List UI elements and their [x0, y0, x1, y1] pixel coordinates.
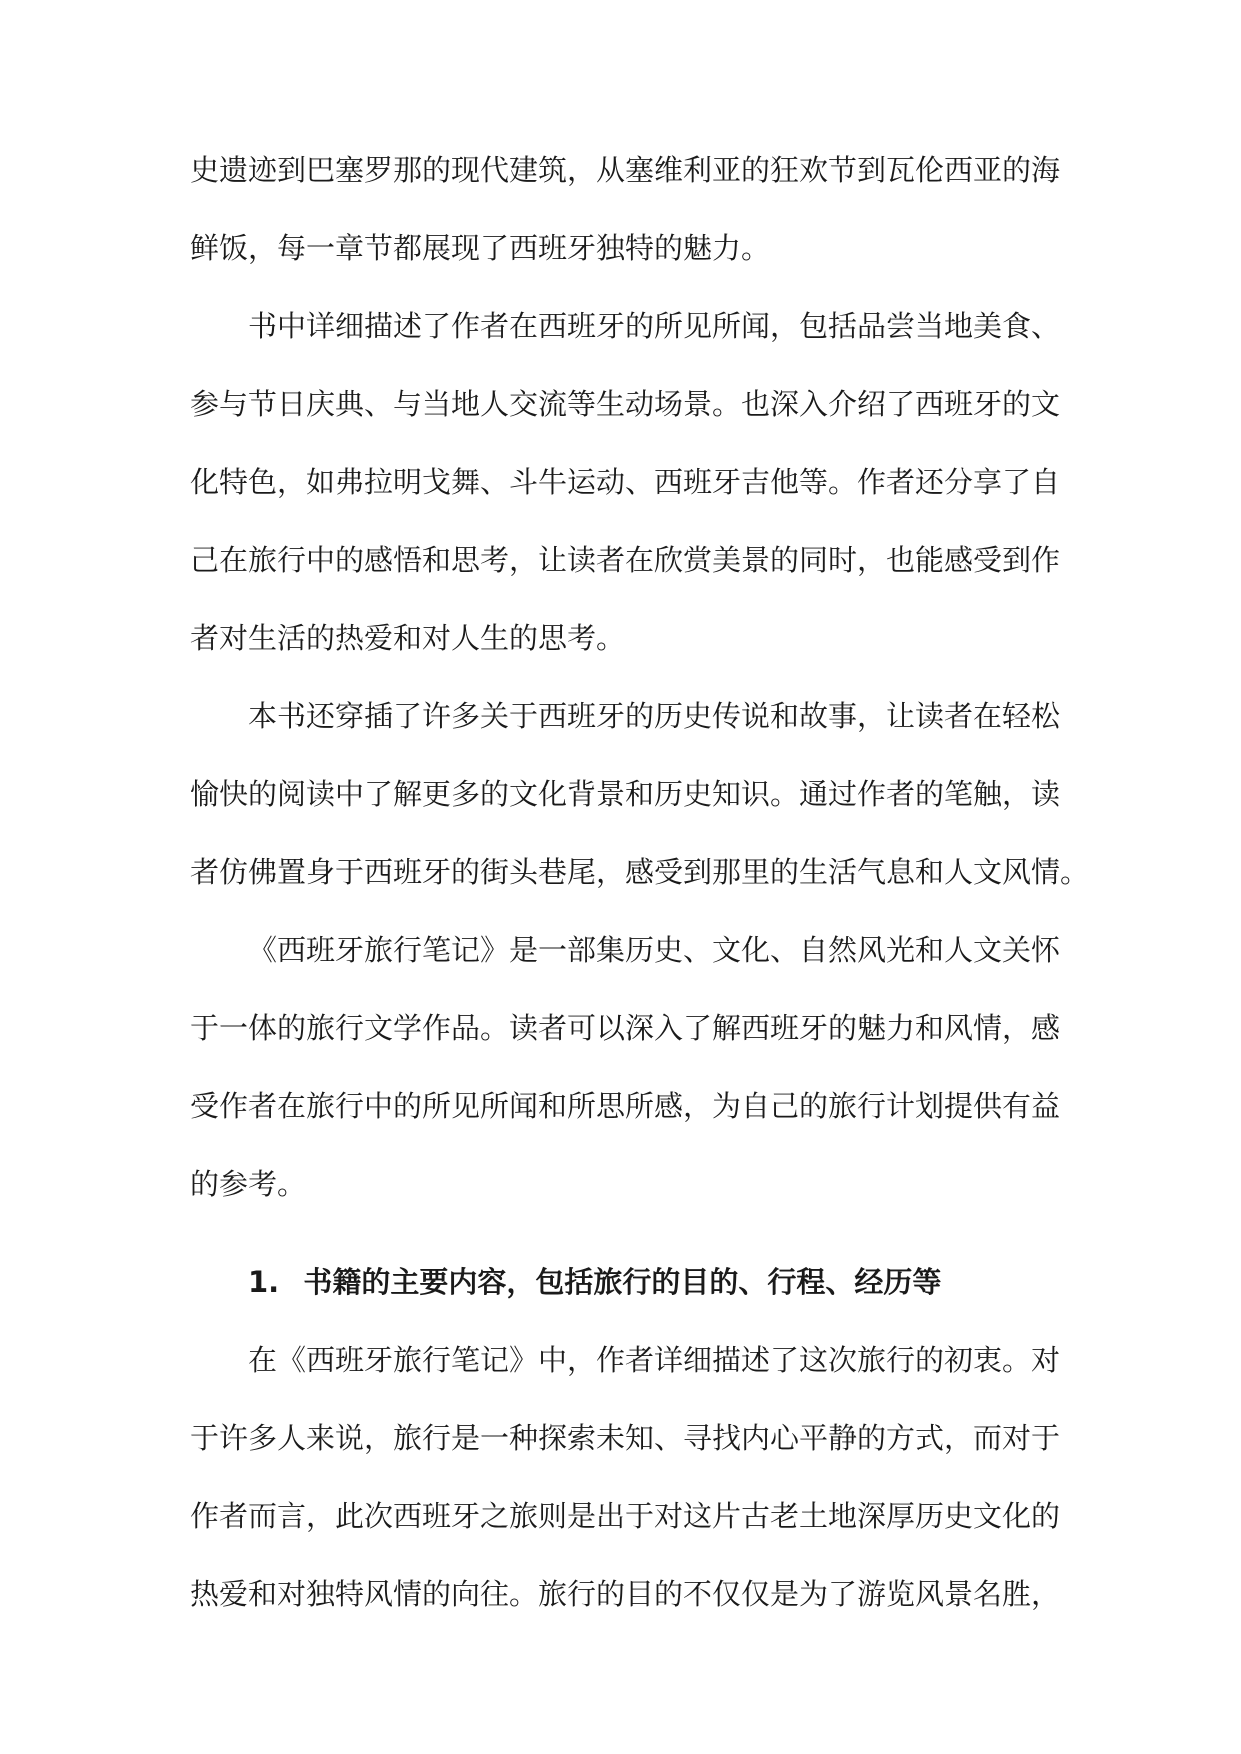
paragraph-3-line-2: 愉快的阅读中了解更多的文化背景和历史知识。通过作者的笔触，读: [190, 777, 1061, 811]
paragraph-4-line-3: 受作者在旅行中的所见所闻和所思所感，为自己的旅行计划提供有益: [190, 1089, 1061, 1123]
paragraph-1-line-1: 史遗迹到巴塞罗那的现代建筑，从塞维利亚的狂欢节到瓦伦西亚的海: [190, 153, 1061, 187]
section-heading: [248, 1262, 941, 1302]
paragraph-2-line-3: 化特色，如弗拉明戈舞、斗牛运动、西班牙吉他等。作者还分享了自: [190, 465, 1061, 499]
paragraph-2-line-5: 者对生活的热爱和对人生的思考。: [190, 621, 626, 655]
section-paragraph-line-4: 热爱和对独特风情的向往。旅行的目的不仅仅是为了游览风景名胜，: [190, 1577, 1061, 1611]
section-paragraph-line-2: 于许多人来说，旅行是一种探索未知、寻找内心平静的方式，而对于: [190, 1421, 1061, 1455]
paragraph-3-line-3: 者仿佛置身于西班牙的街头巷尾，感受到那里的生活气息和人文风情。: [190, 855, 1090, 889]
paragraph-4-line-4: 的参考。: [190, 1167, 307, 1201]
paragraph-4-line-2: 于一体的旅行文学作品。读者可以深入了解西班牙的魅力和风情，感: [190, 1011, 1061, 1045]
section-paragraph-line-3: 作者而言，此次西班牙之旅则是出于对这片古老土地深厚历史文化的: [190, 1499, 1061, 1533]
paragraph-2-line-1: 书中详细描述了作者在西班牙的所见所闻，包括品尝当地美食、: [248, 309, 1061, 343]
paragraph-4-line-1: 《西班牙旅行笔记》是一部集历史、文化、自然风光和人文关怀: [248, 933, 1061, 967]
paragraph-1-line-2: 鲜饭，每一章节都展现了西班牙独特的魅力。: [190, 231, 771, 265]
section-number: 1.: [248, 1265, 280, 1299]
paragraph-3-line-1: 本书还穿插了许多关于西班牙的历史传说和故事，让读者在轻松: [248, 699, 1061, 733]
section-paragraph-line-1: 在《西班牙旅行笔记》中，作者详细描述了这次旅行的初衷。对: [248, 1343, 1061, 1377]
paragraph-2-line-4: 己在旅行中的感悟和思考，让读者在欣赏美景的同时，也能感受到作: [190, 543, 1061, 577]
section-title: 书籍的主要内容，包括旅行的目的、行程、经历等: [303, 1265, 942, 1299]
paragraph-2-line-2: 参与节日庆典、与当地人交流等生动场景。也深入介绍了西班牙的文: [190, 387, 1061, 421]
